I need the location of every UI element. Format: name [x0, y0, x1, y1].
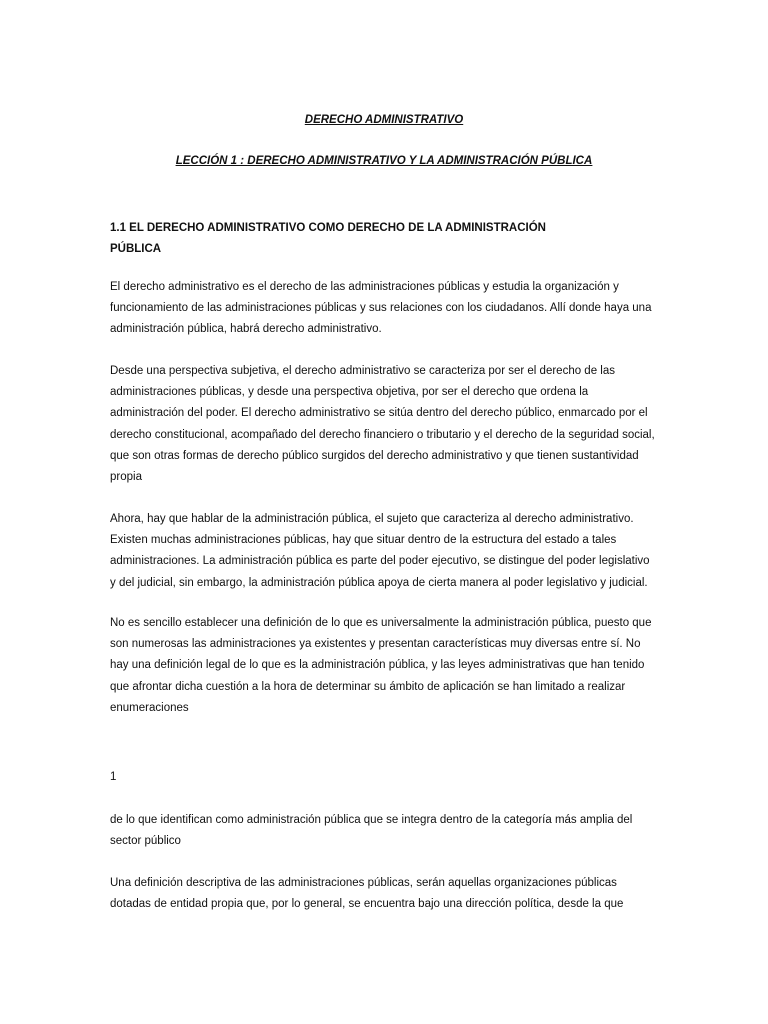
lesson-title: [0, 155, 768, 167]
paragraph: Una definición descriptiva de las administraciones públicas, serán aquellas organizaciones públicas dotadas de entidad propia que, por lo general, se encuentra bajo una dirección política, desde la que: [110, 877, 624, 911]
section-heading: [110, 218, 670, 260]
section-heading-line: PÚBLICA: [110, 243, 162, 255]
lesson-subtitle: DERECHO ADMINISTRATIVO Y LA ADMINISTRACIÓN PÚBLICA: [247, 155, 593, 167]
lesson-label: LECCIÓN 1: [175, 155, 238, 167]
paragraph: Ahora, hay que hablar de la administración pública, el sujeto que caracteriza al derecho administrativo. Existen muchas administraciones públicas, hay que situar dentro de la estructura del estado a tales administraciones. La administración pública es parte del poder ejecutivo, se distingue del poder legislativo y del judicial, sin embargo, la administración pública apoya de cierta manera al poder legislativo y judicial.: [110, 513, 650, 589]
document-title: DERECHO ADMINISTRATIVO: [304, 114, 464, 126]
section-heading-line: 1.1 EL DERECHO ADMINISTRATIVO COMO DERECHO DE LA ADMINISTRACIÓN: [110, 222, 546, 234]
lesson-separator: :: [237, 155, 248, 167]
page-number: 1: [110, 771, 117, 783]
paragraph: Desde una perspectiva subjetiva, el derecho administrativo se caracteriza por ser el derecho de las administraciones públicas, y desde una perspectiva objetiva, por ser el derecho que ordena la administración del poder. El derecho administrativo se sitúa dentro del derecho público, enmarcado por el derecho constitucional, acompañado del derecho financiero o tributario y el derecho de la seguridad social, que son otras formas de derecho público surgidos del derecho administrativo y que tienen sustantividad propia: [110, 365, 655, 484]
paragraph: No es sencillo establecer una definición de lo que es universalmente la administración pública, puesto que son numerosas las administraciones ya existentes y presentan características muy diversas entre sí. No hay una definición legal de lo que es la administración pública, y las leyes administrativas que han tenido que afrontar dicha cuestión a la hora de determinar su ámbito de aplicación se han limitado a realizar enumeraciones: [110, 617, 652, 714]
paragraph: El derecho administrativo es el derecho de las administraciones públicas y estudia la organización y funcionamiento de las administraciones públicas y sus relaciones con los ciudadanos. Allí donde haya una administración pública, habrá derecho administrativo.: [110, 281, 652, 336]
paragraph: de lo que identifican como administración pública que se integra dentro de la categoría más amplia del sector público: [110, 814, 633, 848]
